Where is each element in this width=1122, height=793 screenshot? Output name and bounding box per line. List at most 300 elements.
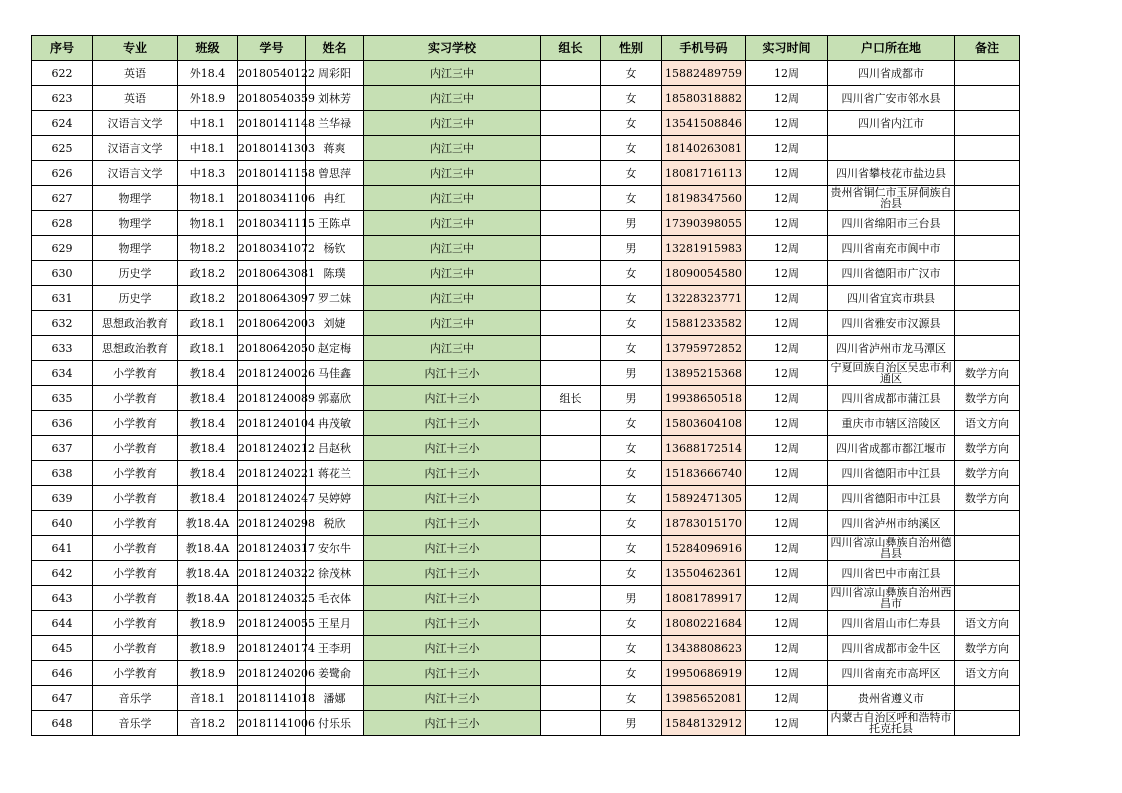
cell-hometown: 四川省成都市 [828,61,955,86]
cell-class: 外18.4 [178,61,238,86]
cell-class: 教18.9 [178,661,238,686]
cell-leader [541,236,601,261]
cell-hometown: 四川省泸州市龙马潭区 [828,336,955,361]
cell-phone: 18080221684 [662,611,746,636]
cell-major: 小学教育 [93,436,178,461]
cell-note: 数学方向 [955,461,1020,486]
cell-phone: 15183666740 [662,461,746,486]
cell-phone: 18090054580 [662,261,746,286]
cell-duration: 12周 [746,461,828,486]
cell-duration: 12周 [746,661,828,686]
cell-gender: 女 [601,286,662,311]
header-phone: 手机号码 [662,36,746,61]
cell-school: 内江十三小 [364,486,541,511]
cell-major: 小学教育 [93,586,178,611]
cell-phone: 13438808623 [662,636,746,661]
cell-note: 语文方向 [955,411,1020,436]
cell-school: 内江三中 [364,136,541,161]
cell-seq: 636 [32,411,93,436]
cell-class: 教18.4A [178,536,238,561]
cell-school: 内江三中 [364,186,541,211]
cell-school: 内江三中 [364,86,541,111]
cell-major: 小学教育 [93,486,178,511]
cell-hometown: 四川省内江市 [828,111,955,136]
cell-duration: 12周 [746,686,828,711]
cell-note: 数学方向 [955,436,1020,461]
table-row [32,561,1020,586]
cell-school: 内江十三小 [364,661,541,686]
cell-note: 数学方向 [955,361,1020,386]
cell-leader [541,561,601,586]
cell-student-id: 20181240298 [238,511,306,536]
cell-hometown: 四川省德阳市中江县 [828,461,955,486]
cell-hometown: 宁夏回族自治区吴忠市利通区 [828,361,955,386]
cell-school: 内江十三小 [364,436,541,461]
cell-hometown: 四川省凉山彝族自治州德昌县 [828,536,955,561]
cell-class: 教18.4A [178,511,238,536]
cell-hometown: 四川省成都市金牛区 [828,636,955,661]
cell-gender: 女 [601,636,662,661]
cell-class: 教18.4 [178,386,238,411]
cell-leader [541,536,601,561]
table-row [32,61,1020,86]
cell-seq: 648 [32,711,93,736]
cell-phone: 15882489759 [662,61,746,86]
cell-leader [541,86,601,111]
cell-name: 刘婕 [306,311,364,336]
cell-phone: 18081789917 [662,586,746,611]
cell-seq: 624 [32,111,93,136]
cell-school: 内江十三小 [364,561,541,586]
cell-duration: 12周 [746,186,828,211]
cell-name: 徐茂林 [306,561,364,586]
table-row [32,311,1020,336]
cell-school: 内江十三小 [364,461,541,486]
cell-student-id: 20180642003 [238,311,306,336]
cell-student-id: 20180540122 [238,61,306,86]
cell-phone: 18580318882 [662,86,746,111]
cell-name: 蒋爽 [306,136,364,161]
header-student-id: 学号 [238,36,306,61]
cell-leader [541,261,601,286]
table-row [32,511,1020,536]
cell-school: 内江三中 [364,211,541,236]
cell-class: 政18.2 [178,286,238,311]
cell-school: 内江十三小 [364,361,541,386]
cell-name: 吕赵秋 [306,436,364,461]
cell-name: 冉红 [306,186,364,211]
header-major: 专业 [93,36,178,61]
cell-duration: 12周 [746,611,828,636]
cell-note [955,511,1020,536]
cell-gender: 女 [601,136,662,161]
cell-student-id: 20181240089 [238,386,306,411]
cell-seq: 637 [32,436,93,461]
cell-phone: 18783015170 [662,511,746,536]
cell-hometown: 贵州省遵义市 [828,686,955,711]
cell-seq: 626 [32,161,93,186]
cell-name: 王李玥 [306,636,364,661]
cell-note [955,111,1020,136]
cell-name: 吴婷婷 [306,486,364,511]
cell-name: 杨钦 [306,236,364,261]
table-row [32,686,1020,711]
cell-phone: 19950686919 [662,661,746,686]
cell-gender: 女 [601,411,662,436]
cell-seq: 629 [32,236,93,261]
cell-class: 教18.9 [178,636,238,661]
cell-student-id: 20180341115 [238,211,306,236]
table-row [32,211,1020,236]
cell-gender: 女 [601,161,662,186]
cell-class: 中18.1 [178,111,238,136]
cell-phone: 15848132912 [662,711,746,736]
cell-class: 教18.4 [178,486,238,511]
table-row [32,411,1020,436]
cell-hometown: 四川省宜宾市珙县 [828,286,955,311]
cell-hometown: 四川省成都市都江堰市 [828,436,955,461]
cell-class: 音18.2 [178,711,238,736]
cell-duration: 12周 [746,561,828,586]
header-duration: 实习时间 [746,36,828,61]
cell-student-id: 20181240247 [238,486,306,511]
cell-gender: 女 [601,661,662,686]
cell-class: 物18.1 [178,211,238,236]
cell-gender: 男 [601,386,662,411]
cell-note [955,336,1020,361]
cell-school: 内江十三小 [364,511,541,536]
cell-leader [541,336,601,361]
table-body [32,61,1020,736]
cell-student-id: 20180643081 [238,261,306,286]
cell-school: 内江十三小 [364,636,541,661]
cell-name: 罗二妹 [306,286,364,311]
cell-name: 陈璞 [306,261,364,286]
cell-major: 英语 [93,61,178,86]
cell-hometown [828,136,955,161]
table-row [32,361,1020,386]
cell-gender: 女 [601,611,662,636]
cell-major: 汉语言文学 [93,161,178,186]
cell-leader [541,136,601,161]
cell-note [955,211,1020,236]
cell-major: 物理学 [93,236,178,261]
cell-leader [541,161,601,186]
cell-major: 小学教育 [93,661,178,686]
cell-name: 冉茂敏 [306,411,364,436]
cell-school: 内江三中 [364,286,541,311]
cell-seq: 647 [32,686,93,711]
cell-student-id: 20180141303 [238,136,306,161]
cell-duration: 12周 [746,711,828,736]
table-row [32,586,1020,611]
cell-school: 内江十三小 [364,611,541,636]
cell-name: 王星月 [306,611,364,636]
cell-seq: 628 [32,211,93,236]
cell-seq: 632 [32,311,93,336]
cell-class: 音18.1 [178,686,238,711]
cell-major: 物理学 [93,211,178,236]
cell-gender: 男 [601,211,662,236]
cell-seq: 635 [32,386,93,411]
cell-student-id: 20181240212 [238,436,306,461]
cell-gender: 女 [601,61,662,86]
cell-school: 内江三中 [364,336,541,361]
cell-phone: 13550462361 [662,561,746,586]
cell-duration: 12周 [746,61,828,86]
cell-seq: 630 [32,261,93,286]
cell-seq: 646 [32,661,93,686]
cell-note [955,261,1020,286]
cell-leader [541,511,601,536]
cell-phone: 18198347560 [662,186,746,211]
cell-phone: 18081716113 [662,161,746,186]
cell-major: 思想政治教育 [93,311,178,336]
cell-gender: 男 [601,711,662,736]
cell-student-id: 20181240317 [238,536,306,561]
cell-major: 音乐学 [93,686,178,711]
cell-note [955,236,1020,261]
cell-name: 蒋花兰 [306,461,364,486]
table-row [32,186,1020,211]
cell-seq: 642 [32,561,93,586]
cell-duration: 12周 [746,436,828,461]
cell-leader [541,711,601,736]
table-row [32,461,1020,486]
cell-phone: 13795972852 [662,336,746,361]
cell-hometown: 内蒙古自治区呼和浩特市托克托县 [828,711,955,736]
cell-hometown: 四川省广安市邻水县 [828,86,955,111]
cell-phone: 13985652081 [662,686,746,711]
cell-leader [541,586,601,611]
table-row [32,261,1020,286]
cell-class: 政18.2 [178,261,238,286]
cell-seq: 623 [32,86,93,111]
cell-seq: 622 [32,61,93,86]
header-name: 姓名 [306,36,364,61]
cell-school: 内江三中 [364,311,541,336]
cell-note [955,61,1020,86]
cell-note: 数学方向 [955,486,1020,511]
cell-class: 政18.1 [178,311,238,336]
cell-note [955,561,1020,586]
cell-duration: 12周 [746,586,828,611]
cell-duration: 12周 [746,286,828,311]
cell-note [955,711,1020,736]
cell-leader [541,211,601,236]
cell-duration: 12周 [746,111,828,136]
cell-class: 教18.4 [178,461,238,486]
cell-seq: 633 [32,336,93,361]
cell-seq: 643 [32,586,93,611]
cell-seq: 639 [32,486,93,511]
cell-major: 汉语言文学 [93,111,178,136]
cell-name: 税欣 [306,511,364,536]
cell-hometown: 四川省南充市高坪区 [828,661,955,686]
cell-class: 教18.4A [178,561,238,586]
cell-note [955,161,1020,186]
cell-school: 内江十三小 [364,411,541,436]
cell-gender: 女 [601,436,662,461]
cell-phone: 13688172514 [662,436,746,461]
cell-note [955,86,1020,111]
cell-name: 潘娜 [306,686,364,711]
cell-note: 数学方向 [955,636,1020,661]
cell-leader [541,686,601,711]
cell-seq: 631 [32,286,93,311]
cell-name: 曾思萍 [306,161,364,186]
cell-student-id: 20180141148 [238,111,306,136]
header-row [32,36,1020,61]
cell-phone: 13228323771 [662,286,746,311]
cell-leader [541,111,601,136]
cell-major: 历史学 [93,286,178,311]
cell-note [955,311,1020,336]
cell-hometown: 重庆市市辖区涪陵区 [828,411,955,436]
cell-note [955,686,1020,711]
cell-major: 小学教育 [93,536,178,561]
header-school: 实习学校 [364,36,541,61]
cell-gender: 女 [601,311,662,336]
cell-student-id: 20181240174 [238,636,306,661]
cell-class: 物18.2 [178,236,238,261]
cell-class: 教18.4 [178,436,238,461]
cell-school: 内江十三小 [364,711,541,736]
table-row [32,536,1020,561]
cell-seq: 644 [32,611,93,636]
cell-student-id: 20181240322 [238,561,306,586]
cell-leader [541,436,601,461]
cell-school: 内江十三小 [364,536,541,561]
table-row [32,111,1020,136]
cell-leader [541,61,601,86]
cell-phone: 13895215368 [662,361,746,386]
cell-student-id: 20180540359 [238,86,306,111]
cell-class: 物18.1 [178,186,238,211]
cell-major: 英语 [93,86,178,111]
cell-student-id: 20180642050 [238,336,306,361]
cell-school: 内江十三小 [364,586,541,611]
cell-leader [541,661,601,686]
cell-gender: 女 [601,261,662,286]
cell-student-id: 20181240104 [238,411,306,436]
cell-name: 姜鹭俞 [306,661,364,686]
cell-gender: 女 [601,86,662,111]
cell-student-id: 20181240055 [238,611,306,636]
cell-student-id: 20181141018 [238,686,306,711]
cell-name: 赵定梅 [306,336,364,361]
cell-leader [541,361,601,386]
cell-duration: 12周 [746,136,828,161]
cell-duration: 12周 [746,636,828,661]
cell-leader [541,311,601,336]
cell-major: 小学教育 [93,511,178,536]
cell-leader [541,486,601,511]
cell-student-id: 20181240325 [238,586,306,611]
table-row [32,236,1020,261]
cell-name: 兰华禄 [306,111,364,136]
cell-phone: 13281915983 [662,236,746,261]
cell-major: 小学教育 [93,561,178,586]
cell-duration: 12周 [746,486,828,511]
cell-name: 付乐乐 [306,711,364,736]
cell-school: 内江三中 [364,61,541,86]
header-hometown: 户口所在地 [828,36,955,61]
table-row [32,136,1020,161]
cell-student-id: 20181240221 [238,461,306,486]
internship-table [31,35,1020,736]
cell-phone: 13541508846 [662,111,746,136]
cell-gender: 女 [601,486,662,511]
cell-class: 教18.4 [178,361,238,386]
cell-phone: 15892471305 [662,486,746,511]
cell-class: 政18.1 [178,336,238,361]
cell-school: 内江三中 [364,261,541,286]
cell-hometown: 四川省雅安市汉源县 [828,311,955,336]
cell-major: 思想政治教育 [93,336,178,361]
cell-major: 小学教育 [93,411,178,436]
cell-duration: 12周 [746,261,828,286]
cell-hometown: 四川省泸州市纳溪区 [828,511,955,536]
cell-gender: 女 [601,461,662,486]
cell-duration: 12周 [746,511,828,536]
cell-duration: 12周 [746,211,828,236]
cell-seq: 634 [32,361,93,386]
table-row [32,436,1020,461]
cell-major: 汉语言文学 [93,136,178,161]
cell-note: 语文方向 [955,611,1020,636]
cell-duration: 12周 [746,361,828,386]
cell-duration: 12周 [746,411,828,436]
cell-class: 教18.4 [178,411,238,436]
cell-duration: 12周 [746,161,828,186]
cell-phone: 17390398055 [662,211,746,236]
cell-note [955,186,1020,211]
cell-seq: 625 [32,136,93,161]
cell-phone: 15881233582 [662,311,746,336]
cell-leader [541,411,601,436]
cell-seq: 638 [32,461,93,486]
cell-hometown: 贵州省铜仁市玉屏侗族自治县 [828,186,955,211]
cell-phone: 15284096916 [662,536,746,561]
cell-gender: 女 [601,536,662,561]
cell-phone: 19938650518 [662,386,746,411]
cell-duration: 12周 [746,311,828,336]
cell-phone: 18140263081 [662,136,746,161]
cell-school: 内江三中 [364,111,541,136]
cell-major: 小学教育 [93,611,178,636]
cell-hometown: 四川省眉山市仁寿县 [828,611,955,636]
cell-school: 内江十三小 [364,386,541,411]
cell-hometown: 四川省成都市蒲江县 [828,386,955,411]
cell-hometown: 四川省绵阳市三台县 [828,211,955,236]
cell-name: 刘林芳 [306,86,364,111]
cell-gender: 女 [601,511,662,536]
table-row [32,636,1020,661]
cell-duration: 12周 [746,236,828,261]
table-row [32,161,1020,186]
table-row [32,661,1020,686]
cell-major: 小学教育 [93,386,178,411]
cell-student-id: 20180341106 [238,186,306,211]
cell-school: 内江三中 [364,236,541,261]
cell-student-id: 20181141006 [238,711,306,736]
cell-leader [541,186,601,211]
cell-major: 历史学 [93,261,178,286]
cell-seq: 645 [32,636,93,661]
cell-leader [541,611,601,636]
header-leader: 组长 [541,36,601,61]
